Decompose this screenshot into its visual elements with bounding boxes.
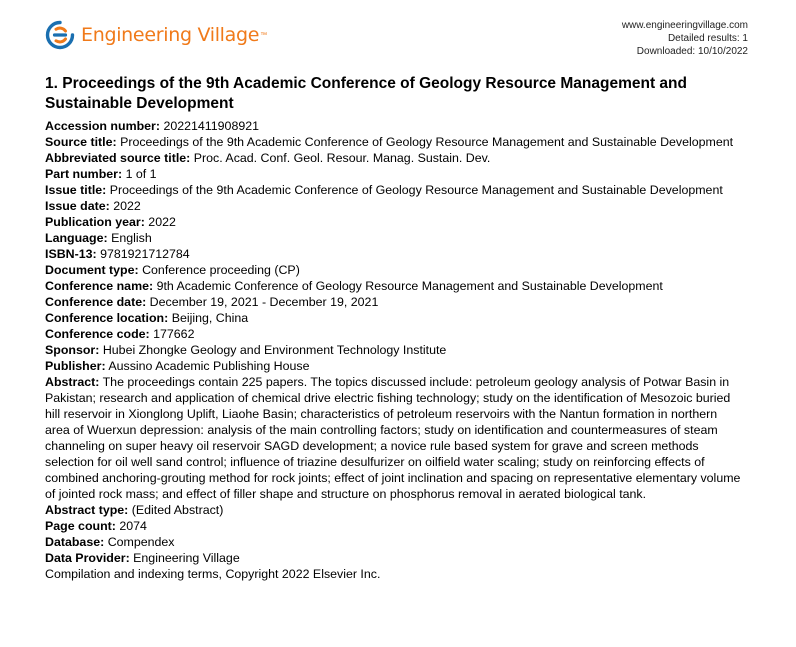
field-value: Proceedings of the 9th Academic Conference of Geology Resource Management and Sustainable Development <box>109 183 723 197</box>
field-label: ISBN-13: <box>45 247 97 261</box>
field-label: Conference code: <box>45 327 150 341</box>
field-label: Publication year: <box>45 215 145 229</box>
record-field <box>45 358 745 374</box>
record-field <box>45 502 745 518</box>
field-label: Page count: <box>45 519 116 533</box>
field-value: Proc. Acad. Conf. Geol. Resour. Manag. Sustain. Dev. <box>193 151 491 165</box>
field-value: 20221411908921 <box>163 119 260 133</box>
record-field <box>45 134 745 150</box>
record-field <box>45 230 745 246</box>
record-field <box>45 326 745 342</box>
field-label: Part number: <box>45 167 123 181</box>
brand-name: Engineering Village <box>81 24 260 46</box>
record-field <box>45 342 745 358</box>
field-value: 177662 <box>153 327 195 341</box>
field-label: Database: <box>45 535 105 549</box>
site-url: www.engineeringvillage.com <box>621 20 748 31</box>
field-label: Issue date: <box>45 199 110 213</box>
field-label: Abstract type: <box>45 503 129 517</box>
field-value: Aussino Academic Publishing House <box>108 359 310 373</box>
field-label: Publisher: <box>45 359 106 373</box>
record-field <box>45 214 745 230</box>
field-value: December 19, 2021 - December 19, 2021 <box>149 295 379 309</box>
field-value: Hubei Zhongke Geology and Environment Technology Institute <box>102 343 447 357</box>
record-field <box>45 182 745 198</box>
field-label: Conference location: <box>45 311 169 325</box>
record <box>45 74 745 582</box>
detailed-results-count: Detailed results: 1 <box>667 33 748 44</box>
field-value: (Edited Abstract) <box>131 503 224 517</box>
field-value: Conference proceeding (CP) <box>142 263 300 277</box>
record-field <box>45 550 745 566</box>
field-label: Abbreviated source title: <box>45 151 191 165</box>
field-value: Beijing, China <box>171 311 249 325</box>
field-value: 2074 <box>119 519 147 533</box>
field-value: 2022 <box>113 199 141 213</box>
field-value: 2022 <box>148 215 176 229</box>
field-value: English <box>111 231 152 245</box>
field-value: 9781921712784 <box>100 247 190 261</box>
engineering-village-logo-icon <box>45 20 75 50</box>
field-label: Accession number: <box>45 119 160 133</box>
record-field <box>45 294 745 310</box>
record-title: 1. Proceedings of the 9th Academic Conference of Geology Resource Management and Sustainable Development <box>45 75 687 112</box>
field-value: Proceedings of the 9th Academic Conference of Geology Resource Management and Sustainable Development <box>120 135 734 149</box>
download-date: Downloaded: 10/10/2022 <box>636 46 748 57</box>
field-value: Compendex <box>107 535 175 549</box>
field-label: Sponsor: <box>45 343 100 357</box>
field-label: Data Provider: <box>45 551 130 565</box>
record-field <box>45 518 745 534</box>
record-field <box>45 534 745 550</box>
field-label: Conference date: <box>45 295 147 309</box>
record-field <box>45 150 745 166</box>
field-value: The proceedings contain 225 papers. The topics discussed include: petroleum geology analysis of Potwar Basin in Pakistan; research and application of chemical drive electric fishing technology; study on the identification of Mesozoic buried hill reservoir in Xionglong Uplift, Liaohe Basin; characteristics of petroleum reservoirs with the Nantun formation in northern area of Wuerxun depression: analysis of the main controlling factors; study on identification and countermeasures of steam channeling on super heavy oil reservoir SAGD development; a novice rule based system for grave and screen methods selection for oil well sand control; influence of triazine desulfurizer on oilfield water scaling; study on reinforcing effects of combined anchoring-grouting method for rock joints; effect of joint inclination and spacing on representative elementary volume of jointed rock mass; and effect of filler shape and structure on phosphorus removal in aerated biological tank. <box>45 375 741 501</box>
field-label: Conference name: <box>45 279 154 293</box>
field-label: Document type: <box>45 263 139 277</box>
copyright-note: Compilation and indexing terms, Copyright 2022 Elsevier Inc. <box>45 567 381 581</box>
field-label: Language: <box>45 231 108 245</box>
record-field <box>45 166 745 182</box>
record-field <box>45 278 745 294</box>
record-fields <box>45 118 745 566</box>
engineering-village-logo <box>45 20 267 50</box>
download-meta <box>622 19 748 58</box>
record-field <box>45 374 745 502</box>
brand-trademark: ™ <box>260 31 268 39</box>
record-field <box>45 262 745 278</box>
field-value: 1 of 1 <box>125 167 157 181</box>
record-field <box>45 310 745 326</box>
field-label: Source title: <box>45 135 117 149</box>
record-field <box>45 198 745 214</box>
field-label: Abstract: <box>45 375 100 389</box>
record-field <box>45 246 745 262</box>
record-field <box>45 118 745 134</box>
field-value: Engineering Village <box>133 551 240 565</box>
field-label: Issue title: <box>45 183 107 197</box>
field-value: 9th Academic Conference of Geology Resource Management and Sustainable Development <box>156 279 663 293</box>
